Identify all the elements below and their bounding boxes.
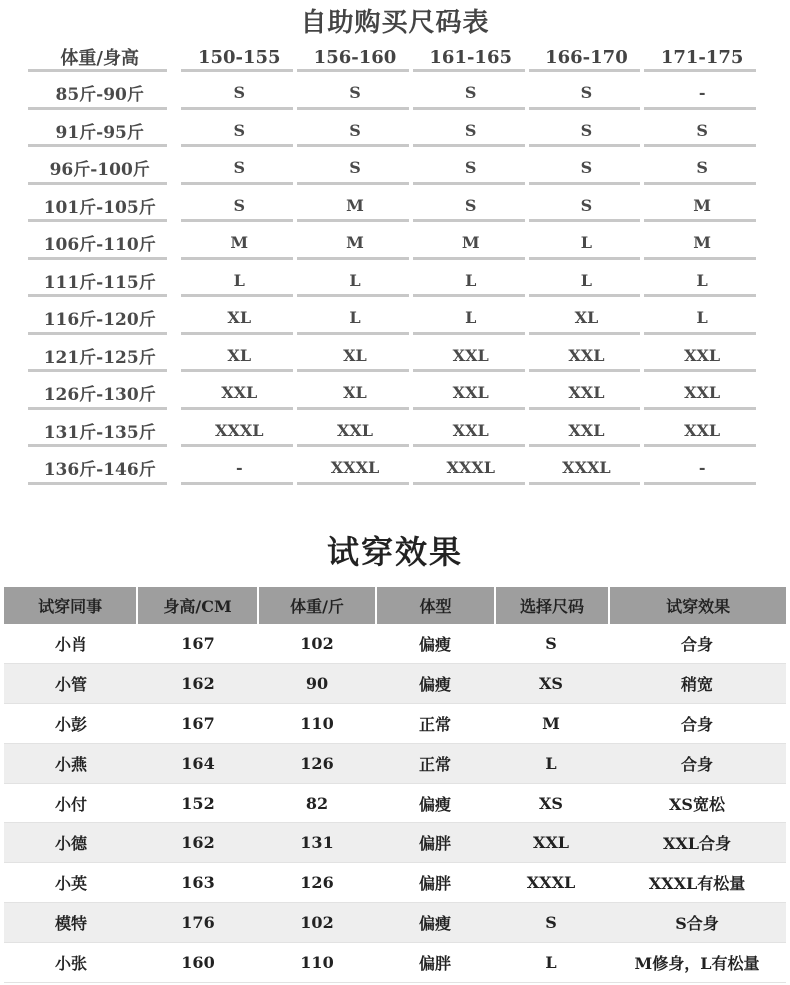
size-chart-header-cell: 166-170 [529,40,645,74]
size-cell: XXL [644,412,760,450]
try-on-cell: 102 [300,913,334,933]
try-on-cell: 模特 [54,914,87,934]
try-on-cell: 合身 [680,754,713,774]
try-on-header-cell: 体型 [377,587,495,624]
try-on-header-cell: 试穿同事 [4,587,138,624]
try-on-cell: 小燕 [54,754,87,774]
size-cell: L [529,262,645,300]
try-on-cell: XS [539,673,563,693]
size-cell: L [413,262,529,300]
size-cell: L [181,262,297,300]
try-on-cell: S [545,913,557,933]
try-on-cell: 小管 [54,674,87,694]
try-on-title: 试穿效果 [326,533,463,571]
try-on-row [4,903,786,943]
size-chart-header-row [28,40,760,74]
weight-range-cell: 121斤-125斤 [28,337,171,375]
size-cell: - [181,449,297,487]
size-cell: XXL [529,412,645,450]
size-cell: S [644,112,760,150]
try-on-cell: 162 [181,833,215,853]
size-cell: XXL [529,374,645,412]
try-on-cell: M修身，L有松量 [634,954,760,974]
weight-range-cell: 106斤-110斤 [28,224,171,262]
size-cell: L [297,262,413,300]
size-cell: XL [529,299,645,337]
size-cell: S [529,74,645,112]
try-on-row [4,823,786,863]
size-cell: S [529,149,645,187]
size-cell: S [181,112,297,150]
size-cell: M [297,187,413,225]
try-on-cell: 152 [181,793,215,813]
try-on-cell: 正常 [418,754,451,774]
size-chart-header-cell: 161-165 [413,40,529,74]
size-cell: M [413,224,529,262]
try-on-cell: 偏胖 [418,954,451,974]
try-on-cell: 167 [181,713,215,733]
weight-range-cell: 91斤-95斤 [28,112,171,150]
size-chart-header-cell: 体重/身高 [28,40,171,74]
try-on-cell: 90 [305,673,329,693]
try-on-cell: 偏胖 [418,834,451,854]
size-cell: S [297,74,413,112]
size-cell: S [413,149,529,187]
size-cell: XL [297,337,413,375]
size-cell: S [297,149,413,187]
try-on-cell: 偏瘦 [418,674,451,694]
try-on-header-cell: 体重/斤 [259,587,377,624]
try-on-cell: XS宽松 [669,794,725,814]
try-on-cell: XS [539,793,563,813]
try-on-cell: 小肖 [54,634,87,654]
weight-range-cell: 111斤-115斤 [28,262,171,300]
try-on-row [4,624,786,664]
size-chart-row [28,299,760,337]
size-cell: S [413,112,529,150]
try-on-cell: 稍宽 [680,674,713,694]
try-on-cell: 126 [300,753,334,773]
size-cell: S [181,187,297,225]
size-chart-row [28,412,760,450]
try-on-cell: L [545,753,557,773]
size-cell: S [529,187,645,225]
weight-range-cell: 136斤-146斤 [28,449,171,487]
size-chart-row [28,187,760,225]
try-on-cell: 167 [181,633,215,653]
size-cell: - [644,449,760,487]
size-cell: XXXL [181,412,297,450]
size-cell: L [644,299,760,337]
size-cell: XL [181,337,297,375]
size-chart-header-cell: 156-160 [297,40,413,74]
try-on-row [4,943,786,983]
weight-range-cell: 116斤-120斤 [28,299,171,337]
try-on-cell: 126 [300,873,334,893]
weight-range-cell: 96斤-100斤 [28,149,171,187]
try-on-cell: XXL合身 [662,834,732,854]
size-cell: S [644,149,760,187]
size-chart-header-cell: 150-155 [181,40,297,74]
size-chart-row [28,449,760,487]
size-cell: M [644,224,760,262]
weight-range-cell: 126斤-130斤 [28,374,171,412]
size-cell: M [181,224,297,262]
try-on-row [4,704,786,744]
size-chart-table [28,40,760,487]
size-chart-title: 自助购买尺码表 [300,8,490,38]
try-on-cell: 偏瘦 [418,794,451,814]
size-cell: XXL [413,337,529,375]
try-on-cell: XXXL [526,873,576,893]
try-on-cell: 正常 [418,714,451,734]
size-cell: S [413,74,529,112]
try-on-cell: M [542,713,560,733]
size-cell: S [181,149,297,187]
try-on-header-cell: 身高/CM [138,587,258,624]
size-chart-row [28,74,760,112]
size-cell: - [644,74,760,112]
try-on-header-cell: 试穿效果 [666,597,731,616]
size-cell: XXXL [413,449,529,487]
size-cell: XXL [413,374,529,412]
weight-range-cell: 85斤-90斤 [28,74,171,112]
size-chart-row [28,149,760,187]
size-cell: XXXL [297,449,413,487]
weight-range-cell: 131斤-135斤 [28,412,171,450]
try-on-row [4,664,786,704]
try-on-cell: 偏瘦 [418,634,451,654]
size-cell: L [529,224,645,262]
try-on-cell: 小张 [54,954,87,974]
try-on-row [4,863,786,903]
size-cell: XXL [529,337,645,375]
try-on-cell: 合身 [680,634,713,654]
size-cell: L [297,299,413,337]
try-on-cell: L [545,953,557,973]
try-on-header-cell: 选择尺码 [496,587,611,624]
size-cell: XXL [413,412,529,450]
try-on-cell: 164 [181,753,215,773]
size-chart-row [28,374,760,412]
try-on-row [4,744,786,784]
try-on-cell: 160 [181,953,215,973]
try-on-row [4,784,786,824]
size-cell: XL [297,374,413,412]
size-chart-row [28,224,760,262]
try-on-cell: 131 [300,833,334,853]
size-cell: S [297,112,413,150]
try-on-cell: 162 [181,673,215,693]
try-on-cell: 82 [305,793,329,813]
size-cell: L [644,262,760,300]
size-cell: XXXL [529,449,645,487]
size-cell: XL [181,299,297,337]
size-chart-row [28,112,760,150]
size-chart-row [28,262,760,300]
size-cell: XXL [181,374,297,412]
try-on-cell: 176 [181,913,215,933]
try-on-cell: S [545,633,557,653]
size-chart-header-cell: 171-175 [644,40,760,74]
try-on-header-row [4,587,786,624]
size-cell: XXL [644,337,760,375]
try-on-cell: 偏胖 [418,874,451,894]
try-on-cell: 102 [300,633,334,653]
size-cell: M [644,187,760,225]
size-cell: M [297,224,413,262]
size-cell: S [413,187,529,225]
size-cell: L [413,299,529,337]
try-on-cell: S合身 [675,914,719,934]
try-on-cell: 小德 [54,834,87,854]
try-on-cell: 小英 [54,874,87,894]
try-on-cell: 110 [300,713,334,733]
try-on-cell: 合身 [680,714,713,734]
try-on-cell: 小付 [54,794,87,814]
size-cell: XXL [644,374,760,412]
size-cell: S [529,112,645,150]
try-on-cell: 偏瘦 [418,914,451,934]
try-on-cell: XXXL有松量 [648,874,746,894]
try-on-table [4,587,786,983]
try-on-cell: 小彭 [54,714,87,734]
try-on-cell: 163 [181,873,215,893]
size-chart-row [28,337,760,375]
size-cell: XXL [297,412,413,450]
try-on-cell: XXL [532,833,570,853]
weight-range-cell: 101斤-105斤 [28,187,171,225]
try-on-cell: 110 [300,953,334,973]
size-cell: S [181,74,297,112]
